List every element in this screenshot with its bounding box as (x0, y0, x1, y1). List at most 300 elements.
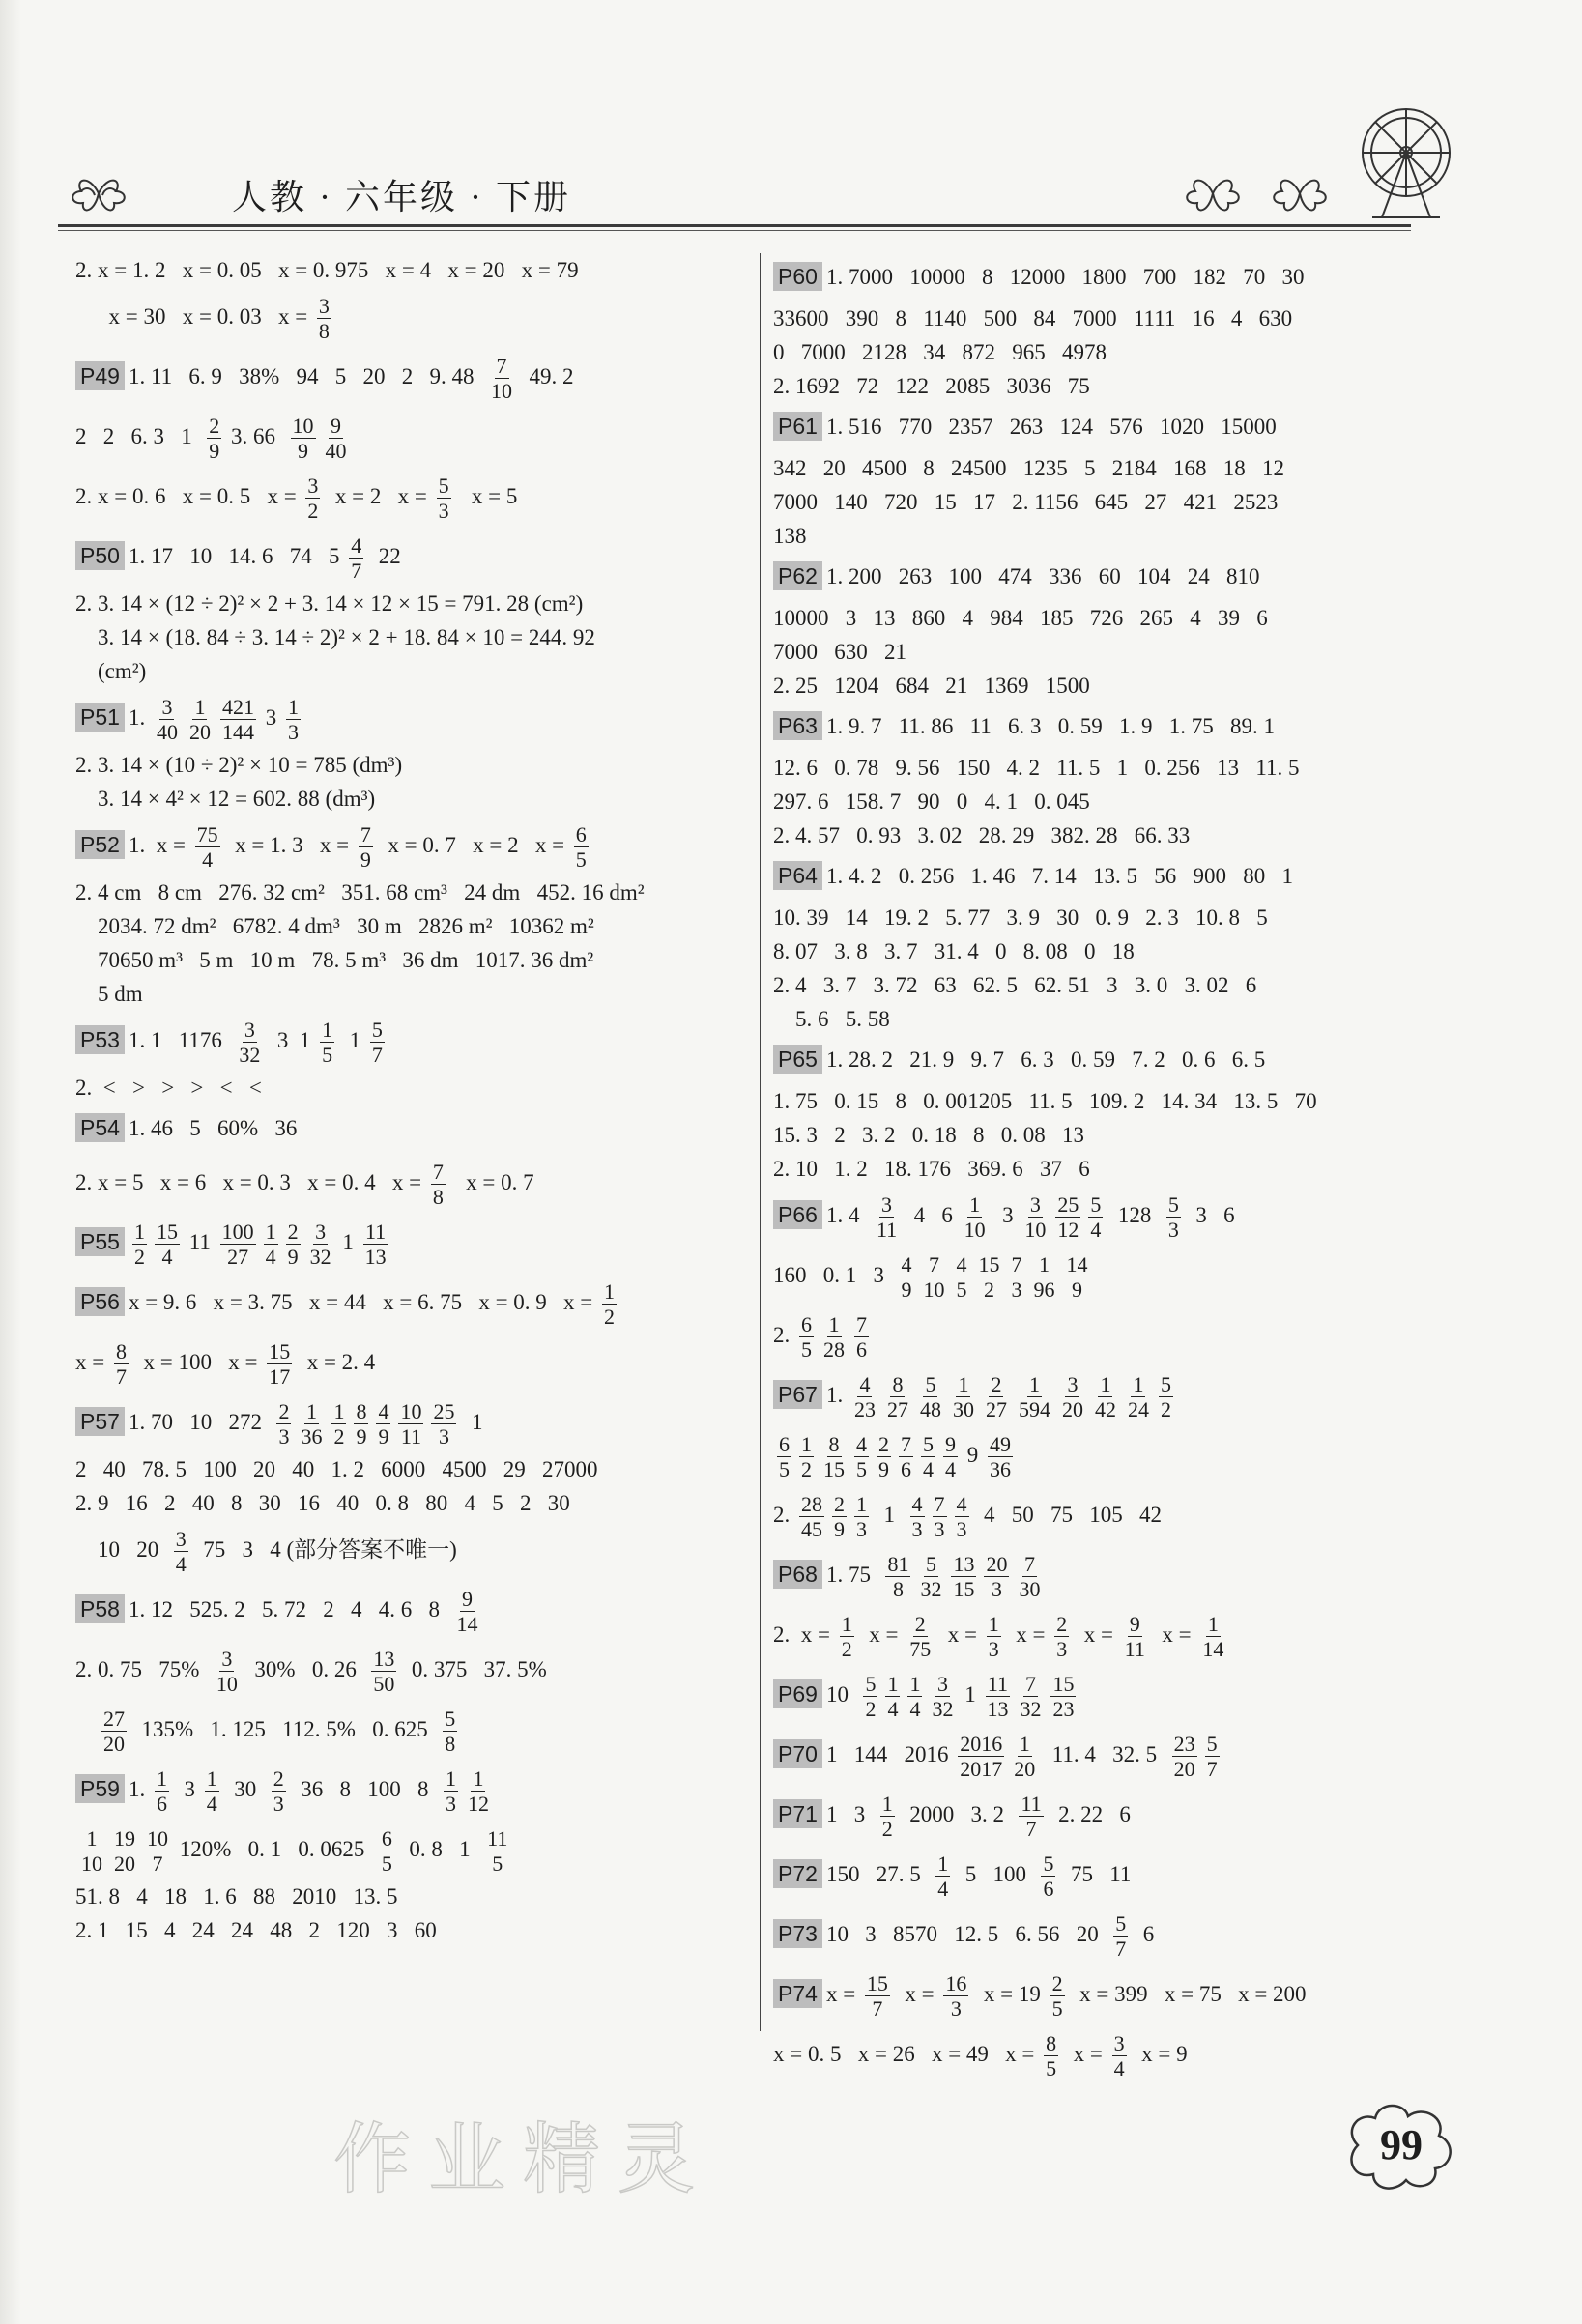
answer-text: 10 3 8570 12. 5 6. 56 20 (825, 1922, 1110, 1946)
fraction (489, 354, 514, 403)
left-answer-line (75, 1333, 752, 1392)
fraction-numerator: 5 (1160, 1372, 1171, 1397)
fraction-denominator: 13 (364, 1245, 387, 1270)
fraction-denominator: 7 (1206, 1757, 1218, 1782)
fraction-denominator: 5 (801, 1337, 812, 1363)
page-tag: P55 (75, 1227, 125, 1256)
fraction-denominator: 11 (1124, 1637, 1145, 1662)
fraction-numerator: 5 (865, 1672, 877, 1697)
fraction (359, 822, 373, 872)
fraction (1050, 1672, 1076, 1721)
fraction (984, 1372, 1009, 1421)
left-answer-line (75, 1913, 752, 1947)
left-answer-line (75, 748, 752, 782)
fraction (291, 414, 316, 463)
answer-text: 1. 75 0. 15 8 0. 001205 11. 5 109. 2 14. 34 13. 5 70 (773, 1089, 1317, 1113)
fraction (112, 1826, 137, 1876)
answer-text: 1. 46 5 60% 36 (128, 1116, 298, 1140)
fraction (1093, 1372, 1118, 1421)
fraction-numerator: 1 (909, 1672, 921, 1697)
fraction-denominator: 7 (351, 559, 362, 584)
fraction-numerator: 25 (433, 1399, 455, 1424)
column-divider (760, 253, 761, 2031)
answer-text: 3. 66 (225, 424, 287, 448)
answer-text: 2. 3. 14 × (10 ÷ 2)² × 10 = 785 (dm³) (75, 753, 403, 777)
answer-text: 33600 390 8 1140 500 84 7000 1111 16 4 630 (773, 306, 1293, 330)
fraction (987, 1612, 1001, 1661)
fraction-denominator: 20 (114, 1851, 135, 1877)
fraction (933, 1492, 947, 1541)
fraction (958, 1732, 1004, 1781)
answer-text: 4 6 (903, 1203, 959, 1227)
right-answer-line (773, 485, 1450, 519)
answer-text: 1. 11 6. 9 38% 94 5 20 2 9. 48 (128, 364, 485, 388)
fraction-denominator: 2 (1160, 1397, 1171, 1422)
fraction (963, 1192, 988, 1242)
fraction-numerator: 1 (1133, 1372, 1144, 1397)
fraction-denominator: 30 (952, 1397, 974, 1422)
fraction-denominator: 3 (438, 1424, 449, 1449)
fraction-numerator: 7 (934, 1492, 945, 1517)
page-tag: P69 (773, 1679, 822, 1708)
left-answer-line (75, 527, 752, 587)
fraction-denominator: 14 (456, 1612, 478, 1637)
right-answer-line (773, 1002, 1450, 1036)
fraction (1054, 1612, 1069, 1661)
fraction-denominator: 4 (206, 1792, 217, 1817)
fraction (854, 1492, 869, 1541)
fraction-denominator: 45 (801, 1517, 822, 1542)
fraction-numerator: 3 (318, 294, 330, 319)
answer-text: 135% 1. 125 112. 5% 0. 625 (130, 1717, 440, 1741)
fraction (907, 1672, 922, 1721)
right-answer-line (773, 1545, 1450, 1605)
right-answer-line (773, 1665, 1450, 1725)
fraction-numerator: 1 (969, 1192, 981, 1218)
right-answer-line (773, 519, 1450, 553)
fraction-numerator: 6 (801, 1312, 812, 1337)
answer-text: 12. 6 0. 78 9. 56 150 4. 2 11. 5 1 0. 256 13 11. 5 (773, 756, 1300, 780)
fraction-denominator: 6 (856, 1337, 867, 1363)
answer-text: 138 (773, 524, 807, 548)
page-tag: P61 (773, 412, 822, 441)
fraction-numerator: 1 (445, 1766, 456, 1792)
answer-text: x = 9 (1130, 2042, 1188, 2066)
fraction-denominator: 42 (1094, 1397, 1116, 1422)
clover-ornament-right1-icon (1174, 164, 1251, 222)
left-answer-line (75, 407, 752, 467)
fraction-denominator: 20 (1061, 1397, 1083, 1422)
fraction-denominator: 3 (438, 499, 449, 524)
page-tag: P60 (773, 262, 822, 291)
fraction-denominator: 3 (950, 1996, 962, 2022)
fraction-denominator: 11 (400, 1424, 422, 1449)
right-answer-line (773, 1785, 1450, 1845)
fraction-numerator: 15 (269, 1339, 291, 1364)
fraction-denominator: 3 (856, 1517, 867, 1542)
page-number: 99 (1380, 2121, 1423, 2168)
fraction-numerator: 10 (292, 414, 314, 439)
fraction-numerator: 4 (351, 533, 362, 559)
page-tag: P67 (773, 1380, 822, 1409)
fraction-numerator: 1 (856, 1492, 867, 1517)
page-tag: P70 (773, 1739, 822, 1768)
fraction (444, 1766, 458, 1816)
fraction-numerator: 3 (175, 1527, 187, 1552)
fraction (1019, 1792, 1043, 1841)
answer-text: x = 100 x = (131, 1350, 264, 1374)
answer-text: 1 (460, 1410, 483, 1434)
fraction-denominator: 32 (239, 1043, 261, 1068)
fraction (602, 1279, 617, 1329)
fraction (1205, 1732, 1220, 1781)
fraction (840, 1612, 854, 1661)
right-answer-line (773, 1845, 1450, 1905)
answer-text: x = (1150, 1622, 1197, 1647)
left-answer-line (75, 875, 752, 909)
fraction (376, 1399, 390, 1449)
fraction (854, 1312, 869, 1362)
fraction (466, 1766, 491, 1816)
fraction-numerator: 5 (925, 1552, 936, 1577)
fraction-numerator: 7 (1023, 1552, 1035, 1577)
right-answer-line (773, 703, 1450, 751)
fraction-denominator: 15 (953, 1577, 975, 1602)
fraction (977, 1252, 1002, 1302)
page-tag: P52 (75, 830, 125, 859)
left-answer-line (75, 1153, 752, 1213)
answer-text: x = (825, 1982, 861, 2006)
answer-text: 3. 14 × (18. 84 ÷ 3. 14 ÷ 2)² × 2 + 18. 84 × 10 = 244. 92 (75, 625, 595, 649)
fraction (1032, 1252, 1057, 1302)
fraction-numerator: 2 (914, 1612, 926, 1637)
fraction (921, 1432, 935, 1481)
answer-text: 2. 4. 57 0. 93 3. 02 28. 29 382. 28 66. 33 (773, 823, 1191, 847)
answer-text: 11. 4 32. 5 (1041, 1742, 1168, 1766)
answer-text: x = 1. 3 x = (223, 833, 355, 857)
page-tag: P51 (75, 703, 125, 732)
answer-text: 1. (128, 1777, 151, 1801)
fraction-denominator: 9 (378, 1424, 389, 1449)
fraction-numerator: 1 (604, 1279, 616, 1305)
answer-text: 22 (367, 544, 401, 568)
answer-text: 0. 8 1 (397, 1837, 482, 1861)
fraction-denominator: 10 (81, 1851, 102, 1877)
answer-text: 1. 75 (825, 1563, 882, 1587)
fraction (264, 1219, 278, 1269)
left-answer-line (75, 1580, 752, 1640)
fraction-denominator: 4 (937, 1877, 949, 1902)
fraction-numerator: 19 (114, 1826, 135, 1851)
fraction-numerator: 10 (147, 1826, 168, 1851)
fraction-numerator: 81 (887, 1552, 909, 1577)
fraction-numerator: 5 (438, 473, 449, 499)
fraction-denominator: 10 (491, 379, 512, 404)
fraction (922, 1252, 947, 1302)
left-answer-line (75, 1520, 752, 1580)
fraction-denominator: 20 (1173, 1757, 1195, 1782)
fraction-numerator: 11 (365, 1219, 387, 1245)
fraction (1172, 1732, 1197, 1781)
fraction-numerator: 1 (841, 1612, 852, 1637)
right-answer-line (773, 253, 1450, 301)
fraction-denominator: 2017 (960, 1757, 1003, 1782)
fraction-denominator: 3 (934, 1517, 945, 1542)
fraction-numerator: 2 (834, 1492, 845, 1517)
fraction-denominator: 4 (265, 1245, 276, 1270)
fraction-denominator: 75 (909, 1637, 932, 1662)
fraction (1126, 1372, 1151, 1421)
left-answer-line (75, 1273, 752, 1333)
answer-text: 15. 3 2 3. 2 0. 18 8 0. 08 13 (773, 1123, 1084, 1147)
fraction-denominator: 9 (360, 847, 371, 873)
ferris-wheel-icon (1353, 97, 1459, 222)
answer-text: 30 (222, 1777, 268, 1801)
answer-text: 120% 0. 1 0. 0625 (174, 1837, 376, 1861)
left-answer-line (75, 1071, 752, 1105)
fraction (286, 1219, 301, 1269)
answer-text: 2. 22 6 (1047, 1802, 1131, 1826)
fraction (875, 1192, 899, 1242)
answer-text: 10 20 (75, 1537, 170, 1562)
fraction-denominator: 5 (856, 1457, 867, 1482)
fraction-numerator: 11 (1021, 1792, 1042, 1817)
fraction (267, 1339, 292, 1389)
answer-text: 3. 14 × 4² × 12 = 602. 88 (dm³) (75, 787, 376, 811)
left-answer-line (75, 1452, 752, 1486)
fraction-numerator: 8 (1046, 2031, 1057, 2056)
fraction (443, 1707, 457, 1756)
fraction-numerator: 3 (221, 1647, 233, 1672)
answer-text: 51. 8 4 18 1. 6 88 2010 13. 5 (75, 1884, 398, 1908)
fraction-denominator: 144 (221, 720, 254, 745)
fraction (865, 1971, 890, 2021)
fraction-denominator: 23 (853, 1397, 876, 1422)
fraction (777, 1432, 791, 1481)
answer-text: 1. 17 10 14. 6 74 5 (128, 544, 346, 568)
answer-text: 7000 140 720 15 17 2. 1156 645 27 421 2523 (773, 490, 1279, 514)
fraction-numerator: 1 (86, 1826, 98, 1851)
answer-text: 0 7000 2128 34 872 965 4978 (773, 340, 1107, 364)
fraction-numerator: 1 (194, 695, 206, 720)
answer-text: 150 27. 5 (825, 1862, 933, 1886)
answer-text: 3 (991, 1203, 1020, 1227)
fraction-denominator: 17 (269, 1364, 291, 1390)
right-answer-line (773, 1425, 1450, 1485)
fraction (155, 1219, 180, 1269)
right-answer-line (773, 1365, 1450, 1425)
answer-text: x = (75, 1350, 110, 1374)
fraction-numerator: 4 (856, 1432, 867, 1457)
fraction-numerator: 7 (856, 1312, 867, 1337)
fraction-denominator: 3 (988, 1637, 999, 1662)
fraction-numerator: 2 (273, 1766, 284, 1792)
fraction-denominator: 14 (1202, 1637, 1224, 1662)
fraction-denominator: 2 (881, 1817, 893, 1842)
fraction (918, 1552, 943, 1601)
page-tag: P58 (75, 1594, 125, 1623)
fraction-numerator: 13 (953, 1552, 975, 1577)
fraction (371, 1647, 396, 1696)
fraction-numerator: 4 (956, 1492, 967, 1517)
left-answer-line (75, 467, 752, 527)
answer-text: 3 (172, 1777, 201, 1801)
answer-text: 342 20 4500 8 24500 1235 5 2184 168 18 12 (773, 456, 1284, 480)
answer-text: 1. (128, 705, 151, 730)
answer-text: 7000 630 21 (773, 640, 906, 664)
fraction (1012, 1732, 1037, 1781)
fraction (215, 1647, 240, 1696)
answer-text: 2. x = (773, 1622, 836, 1647)
fraction-numerator: 4 (956, 1252, 967, 1277)
fraction (1112, 2031, 1127, 2080)
fraction-denominator: 3 (1056, 1637, 1068, 1662)
fraction-denominator: 6 (1043, 1877, 1054, 1902)
fraction-numerator: 9 (1129, 1612, 1140, 1637)
fraction-denominator: 2 (801, 1457, 812, 1482)
page-tag: P56 (75, 1287, 125, 1316)
answer-text: 1. 9. 7 11. 86 11 6. 3 0. 59 1. 9 1. 75 89. 1 (825, 714, 1275, 738)
left-answer-line (75, 782, 752, 816)
fraction (899, 1432, 913, 1481)
fraction-numerator: 5 (923, 1432, 934, 1457)
answer-text: 1. 7000 10000 8 12000 1800 700 182 70 30 (825, 265, 1305, 289)
fraction-numerator: 23 (1173, 1732, 1195, 1757)
clover-ornament-left-icon (60, 164, 137, 222)
fraction-numerator: 5 (1206, 1732, 1218, 1757)
right-answer-line (773, 1605, 1450, 1665)
fraction-denominator: 5 (1051, 1996, 1063, 2022)
fraction (308, 1219, 333, 1269)
answer-text: x = (1004, 1622, 1051, 1647)
left-answer-line (75, 1820, 752, 1879)
fraction-denominator: 7 (152, 1851, 163, 1877)
fraction-numerator: 14 (1066, 1252, 1088, 1277)
right-answer-line (773, 1905, 1450, 1965)
left-answer-line (75, 1213, 752, 1273)
fraction (984, 1552, 1009, 1601)
fraction-numerator: 16 (945, 1971, 967, 1996)
fraction (935, 1851, 950, 1901)
left-answer-line (75, 909, 752, 943)
fraction-denominator: 40 (325, 439, 347, 464)
fraction-numerator: 3 (315, 1219, 327, 1245)
fraction-numerator: 1 (887, 1672, 899, 1697)
fraction-denominator: 28 (823, 1337, 845, 1363)
fraction-numerator: 11 (487, 1826, 508, 1851)
answer-text: 1. 28. 2 21. 9 9. 7 6. 3 0. 59 7. 2 0. 6 6. 5 (825, 1047, 1266, 1072)
answer-text: x = 5 (454, 484, 518, 508)
fraction (454, 1587, 479, 1636)
fraction-denominator: 5 (1046, 2056, 1057, 2081)
fraction (852, 1372, 877, 1421)
fraction-numerator: 25 (1057, 1192, 1079, 1218)
fraction-numerator: 3 (244, 1018, 255, 1043)
fraction (955, 1492, 969, 1541)
fraction (370, 1018, 385, 1067)
fraction-numerator: 7 (360, 822, 371, 847)
answer-text: 1. x = (128, 833, 191, 857)
fraction (1159, 1372, 1173, 1421)
fraction (380, 1826, 394, 1876)
fraction-numerator: 1 (265, 1219, 276, 1245)
fraction (363, 1219, 388, 1269)
fraction-denominator: 2 (604, 1305, 616, 1330)
answer-text: 10000 3 13 860 4 984 185 726 265 4 39 6 (773, 606, 1268, 630)
answer-text: 1. 1 1176 (128, 1028, 234, 1052)
fraction-numerator: 3 (1029, 1192, 1041, 1218)
fraction-denominator: 7 (872, 1996, 883, 2022)
answer-text: 1. 4 (825, 1203, 871, 1227)
fraction (955, 1252, 969, 1302)
fraction (1200, 1612, 1225, 1661)
fraction-denominator: 3 (445, 1792, 456, 1817)
fraction (324, 414, 349, 463)
fraction-denominator: 23 (1052, 1697, 1075, 1722)
answer-text: 1. 200 263 100 474 336 60 104 24 810 (825, 564, 1260, 588)
fraction (854, 1432, 869, 1481)
fraction-denominator: 32 (309, 1245, 331, 1270)
fraction (437, 473, 451, 523)
fraction-numerator: 1 (958, 1372, 969, 1397)
right-answer-line (773, 1084, 1450, 1118)
fraction (398, 1399, 423, 1449)
fraction (907, 1612, 933, 1661)
fraction-numerator: 28 (801, 1492, 822, 1517)
page-tag: P54 (75, 1113, 125, 1142)
fraction (1055, 1192, 1080, 1242)
fraction-numerator: 4 (378, 1399, 389, 1424)
fraction-numerator: 1 (206, 1766, 217, 1792)
fraction-denominator: 96 (1033, 1277, 1055, 1303)
fraction (863, 1672, 877, 1721)
fraction (331, 1399, 346, 1449)
answer-text: 0. 375 37. 5% (400, 1657, 547, 1681)
answer-text: x = (1062, 2042, 1108, 2066)
left-answer-line (75, 816, 752, 875)
fraction (1017, 1552, 1042, 1601)
fraction-numerator: 1 (322, 1018, 333, 1043)
fraction-denominator: 9 (878, 1457, 889, 1482)
fraction-denominator: 36 (301, 1424, 323, 1449)
fraction (885, 1672, 900, 1721)
fraction-numerator: 1 (473, 1766, 484, 1792)
left-answer-line (75, 1700, 752, 1760)
page-tag: P63 (773, 711, 822, 740)
fraction-numerator: 27 (103, 1707, 125, 1732)
fraction-denominator: 4 (909, 1697, 921, 1722)
answer-text: 8. 07 3. 8 3. 7 31. 4 0 8. 08 0 18 (773, 939, 1135, 963)
fraction-denominator: 40 (156, 720, 178, 745)
right-answer-line (773, 635, 1450, 669)
answer-text: x = (936, 1622, 983, 1647)
answer-text: 3 (259, 705, 282, 730)
fraction (1041, 1851, 1055, 1901)
fraction-denominator: 3 (956, 1517, 967, 1542)
fraction-denominator: 48 (919, 1397, 941, 1422)
left-answer-line (75, 688, 752, 748)
answer-text: x = 30 x = 0. 03 x = (75, 304, 313, 329)
fraction-denominator: 10 (216, 1672, 238, 1697)
answer-text: 128 (1107, 1203, 1163, 1227)
fraction (237, 1018, 262, 1067)
header-title: 人教 · 六年级 · 下册 (232, 178, 571, 216)
header-rule (58, 224, 1411, 227)
fraction-numerator: 15 (1052, 1672, 1075, 1697)
fraction (1166, 1192, 1181, 1242)
fraction (910, 1492, 925, 1541)
answer-text: 1. 70 10 272 (128, 1410, 273, 1434)
